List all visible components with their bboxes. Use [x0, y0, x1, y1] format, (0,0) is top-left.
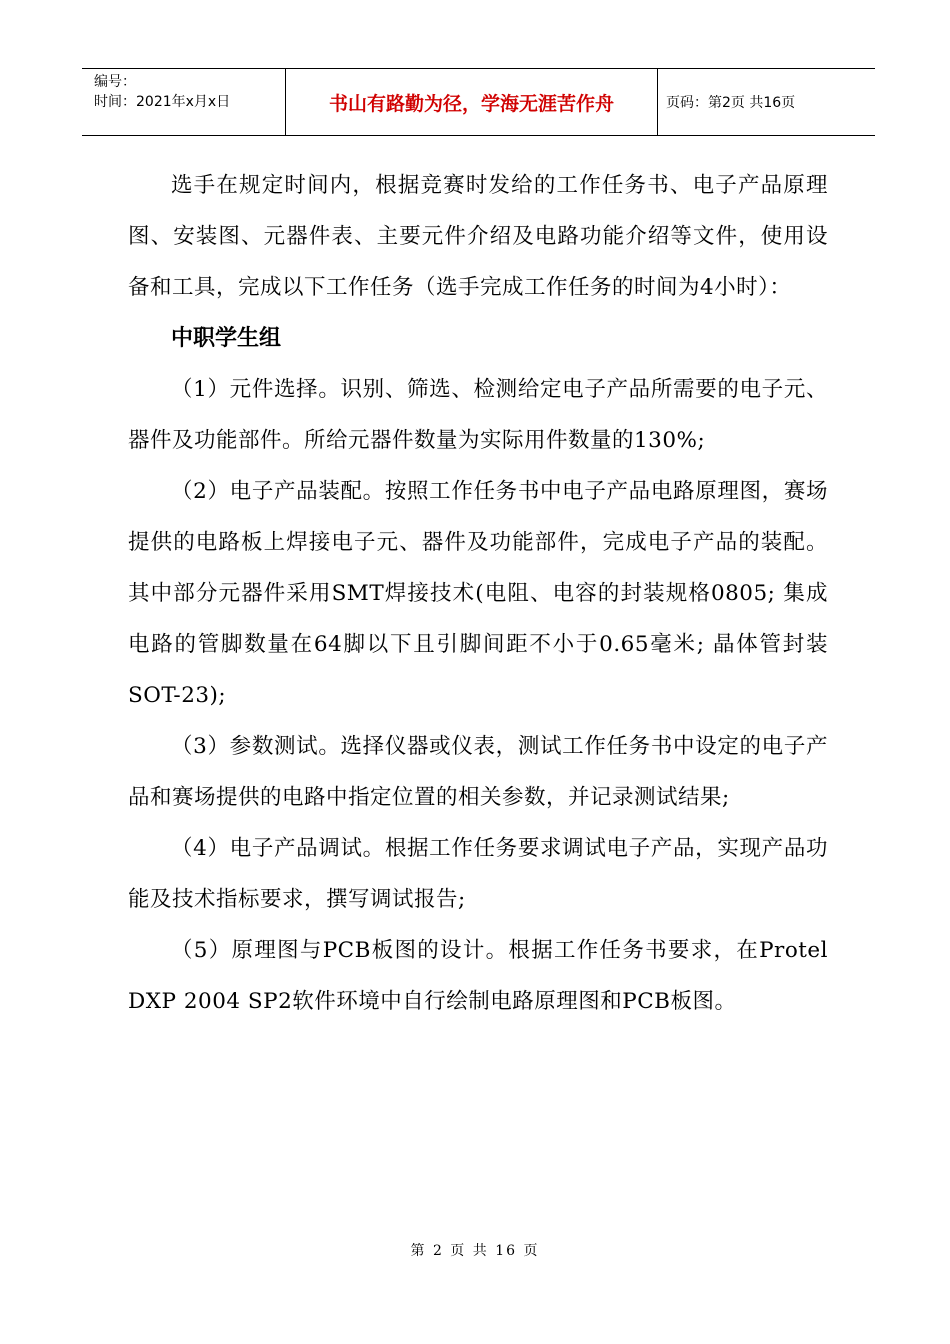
document-body: [128, 160, 828, 1027]
header-meta: [82, 69, 286, 135]
code-label: 编号：: [94, 74, 136, 90]
task-item-2: （2）电子产品装配。按照工作任务书中电子产品电路原理图，赛场提供的电路板上焊接电子元、器件及功能部件，完成电子产品的装配。其中部分元器件采用SMT焊接技术(电阻、电容的封装规格0805; 集成电路的管脚数量在64脚以下且引脚间距不小于0.65毫米; 晶体管封装SOT-23);: [128, 479, 828, 708]
page-footer: 第 2 页 共 16 页: [410, 1243, 540, 1259]
header-page-info: 页码：第2页 共16页: [666, 95, 796, 111]
group-heading: 中职学生组: [171, 326, 282, 351]
task-item-3: （3）参数测试。选择仪器或仪表，测试工作任务书中设定的电子产品和赛场提供的电路中指定位置的相关参数，并记录测试结果;: [128, 734, 828, 810]
intro-paragraph: 选手在规定时间内，根据竞赛时发给的工作任务书、电子产品原理图、安装图、元器件表、主要元件介绍及电路功能介绍等文件，使用设备和工具，完成以下工作任务（选手完成工作任务的时间为4小时）：: [128, 173, 828, 300]
task-item-5: （5）原理图与PCB板图的设计。根据工作任务书要求，在Protel DXP 2004 SP2软件环境中自行绘制电路原理图和PCB板图。: [128, 938, 828, 1014]
task-item-1: （1）元件选择。识别、筛选、检测给定电子产品所需要的电子元、器件及功能部件。所给元器件数量为实际用件数量的130%;: [128, 377, 828, 453]
time-label: 时间：2021年x月x日: [94, 94, 231, 110]
page-header: [82, 68, 875, 136]
header-motto: 书山有路勤为径，学海无涯苦作舟: [286, 69, 658, 135]
task-item-4: （4）电子产品调试。根据工作任务要求调试电子产品，实现产品功能及技术指标要求，撰写调试报告;: [128, 836, 828, 912]
